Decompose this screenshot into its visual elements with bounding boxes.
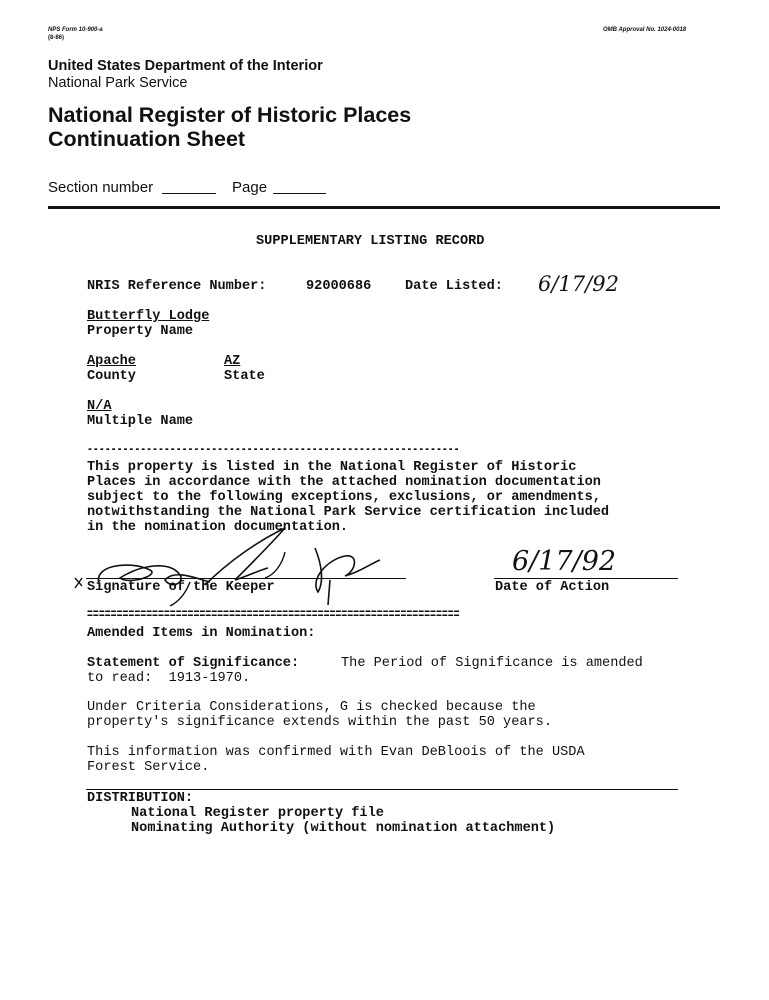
- criteria-line-2: property's significance extends within the past 50 years.: [87, 715, 552, 730]
- statement-line-3: subject to the following exceptions, exclusions, or amendments,: [87, 490, 601, 505]
- page-blank: [273, 193, 326, 194]
- distribution-label: DISTRIBUTION:: [87, 791, 194, 806]
- significance-label: Statement of Significance:: [87, 656, 300, 671]
- date-of-action-handwritten: 6/17/92: [512, 546, 617, 577]
- form-number: NPS Form 10-900-a: [48, 27, 103, 33]
- section-number-label: Section number: [48, 179, 154, 196]
- nris-label: NRIS Reference Number:: [87, 279, 267, 294]
- significance-text-2: to read: 1913-1970.: [87, 671, 251, 686]
- form-date: (8-86): [48, 35, 65, 41]
- significance-text-1: The Period of Significance is amended: [341, 656, 643, 671]
- header-divider: [48, 206, 720, 209]
- amended-heading: Amended Items in Nomination:: [87, 626, 316, 641]
- statement-line-1: This property is listed in the National Register of Historic: [87, 460, 577, 475]
- statement-line-5: in the nomination documentation.: [87, 520, 349, 535]
- criteria-line-1: Under Criteria Considerations, G is checked because the: [87, 700, 536, 715]
- service: National Park Service: [48, 75, 188, 91]
- nris-value: 92000686: [306, 279, 372, 294]
- multiple-name-label: Multiple Name: [87, 414, 194, 429]
- keeper-signature-image: [60, 520, 420, 610]
- confirmation-line-2: Forest Service.: [87, 760, 210, 775]
- date-of-action-label: Date of Action: [495, 580, 610, 595]
- department: United States Department of the Interior: [48, 58, 323, 74]
- multiple-name-value: N/A: [87, 399, 112, 414]
- state-label: State: [224, 369, 265, 384]
- signature-label: Signature of the Keeper: [87, 580, 275, 595]
- statement-line-2: Places in accordance with the attached nomination documentation: [87, 475, 601, 490]
- county-label: County: [87, 369, 136, 384]
- date-listed-label: Date Listed:: [405, 279, 503, 294]
- title-line2: Continuation Sheet: [48, 127, 246, 151]
- title-line1: National Register of Historic Places: [48, 103, 412, 127]
- section-number-blank: [162, 193, 216, 194]
- signature-line: [86, 578, 406, 579]
- double-separator: ===============================================================: [87, 608, 460, 623]
- distribution-item-2: Nominating Authority (without nomination attachment): [131, 821, 556, 836]
- date-action-line: [494, 578, 678, 579]
- distribution-item-1: National Register property file: [131, 806, 384, 821]
- property-name-label: Property Name: [87, 324, 194, 339]
- distribution-divider: [86, 789, 678, 790]
- statement-line-4: notwithstanding the National Park Service certification included: [87, 505, 610, 520]
- omb-number: OMB Approval No. 1024-0018: [603, 27, 687, 33]
- county-value: Apache: [87, 354, 136, 369]
- state-value: AZ: [224, 354, 241, 369]
- date-listed-handwritten: 6/17/92: [538, 272, 619, 296]
- dash-separator: ---------------------------------------------------------------: [87, 443, 460, 458]
- confirmation-line-1: This information was confirmed with Evan DeBloois of the USDA: [87, 745, 585, 760]
- record-heading: SUPPLEMENTARY LISTING RECORD: [256, 234, 485, 249]
- page-label: Page: [232, 179, 268, 196]
- property-name-value: Butterfly Lodge: [87, 309, 210, 324]
